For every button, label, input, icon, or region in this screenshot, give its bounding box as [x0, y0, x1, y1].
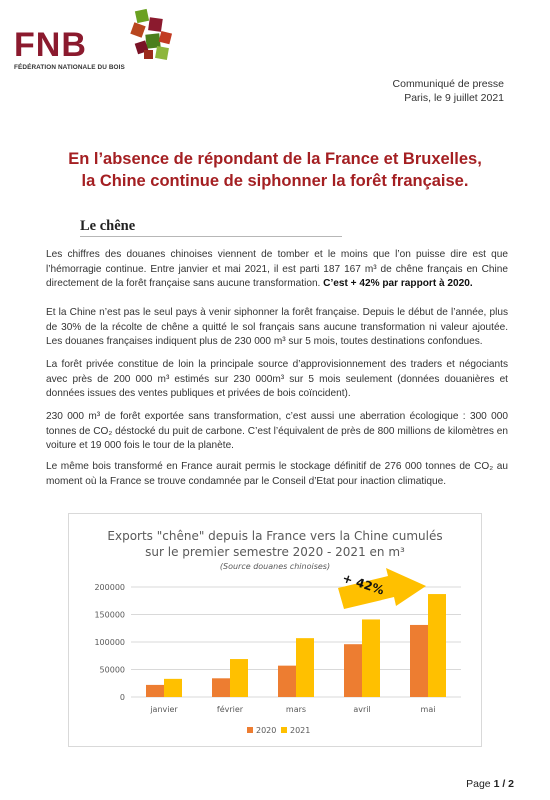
chart-svg: [69, 514, 481, 746]
chart-subtitle: (Source douanes chinoises): [219, 562, 331, 571]
y-tick-label: 100000: [94, 638, 125, 647]
logo-subtitle: FÉDÉRATION NATIONALE DU BOIS: [14, 64, 125, 71]
bar-2020-mars: [278, 666, 296, 697]
x-tick-label: février: [216, 705, 244, 714]
page-prefix: Page: [466, 778, 494, 790]
page-title: [30, 148, 520, 192]
bar-2020-mai: [410, 625, 428, 697]
logo-text: FNB: [14, 26, 87, 64]
paragraph-5: Le même bois transformé en France aurait permis le stockage définitif de 276 000 tonnes de CO₂ au moment où la France se trouve condamnée par le Conseil d’Etat pour inaction climatique.: [46, 461, 508, 487]
x-tick-label: mars: [285, 705, 307, 714]
bar-2021-janvier: [164, 679, 182, 697]
x-tick-label: mai: [420, 705, 436, 714]
page-current: 1 / 2: [493, 778, 514, 790]
y-tick-label: 200000: [94, 583, 125, 592]
legend-label: 2020: [256, 726, 277, 735]
paragraph-2: Et la Chine n’est pas le seul pays à venir siphonner la forêt française. Depuis le début de l’année, plus de 30% de la récolte de chêne a quitté le sol français sans aucune transformation ni valeur ajoutée. Les douanes françaises indiquent plus de 230 000 m³ sur 5 mois, toutes destinations confondues.: [46, 307, 508, 347]
growth-annotation: + 42%: [340, 570, 386, 598]
press-type: Communiqué de presse: [392, 78, 504, 90]
legend-swatch: [247, 727, 253, 733]
section-heading: Le chêne: [80, 218, 136, 234]
y-tick-label: 150000: [94, 610, 125, 620]
y-tick-label: 50000: [99, 665, 125, 675]
paragraph-4: 230 000 m³ de forêt exportée sans transformation, c’est aussi une aberration écologique : 300 000 tonnes de CO₂ déstocké du puit de carbone. C’est l’équivalent de près de 800 millions de kilomètres en voiture et 19 000 fois le tour de la planète.: [46, 411, 508, 451]
section-divider: [80, 236, 342, 237]
x-tick-label: avril: [353, 705, 371, 714]
paragraph-3: La forêt privée constitue de loin la principale source d’approvisionnement des traders et négociants avec près de 200 000 m³ estimés sur 230 000m³ sur 5 mois seulement (données douanières et données issues des ventes publiques et privées de bois coïncident).: [46, 359, 508, 399]
chart-title-line-2: sur le premier semestre 2020 - 2021 en m³: [145, 545, 405, 559]
page-number: [466, 778, 514, 790]
exports-chart: [68, 513, 482, 747]
paragraph-1: [46, 248, 508, 292]
bar-2020-février: [212, 678, 230, 697]
bar-2021-février: [230, 659, 248, 697]
bar-2021-avril: [362, 619, 380, 697]
bar-2021-mai: [428, 594, 446, 697]
logo-cubes-icon: [122, 8, 174, 62]
paragraph-1-text: Les chiffres des douanes chinoises viennent de tomber et le moins que l’on puisse dire est que l’hémorragie continue. Entre janvier et mai 2021, il est parti 187 167 m³ de chêne français en Chine directement de la forêt française sans aucune transformation.: [46, 249, 508, 289]
press-date: Paris, le 9 juillet 2021: [404, 92, 504, 104]
paragraph-1-highlight: C’est + 42% par rapport à 2020.: [323, 278, 473, 289]
fnb-logo: [14, 8, 174, 74]
chart-title-line-1: Exports "chêne" depuis la France vers la Chine cumulés: [107, 529, 443, 543]
title-line-2: la Chine continue de siphonner la forêt française.: [81, 172, 469, 190]
bar-2020-avril: [344, 644, 362, 697]
legend-swatch: [281, 727, 287, 733]
legend-label: 2021: [290, 726, 311, 735]
bar-2021-mars: [296, 638, 314, 697]
y-tick-label: 0: [119, 693, 125, 702]
bar-2020-janvier: [146, 685, 164, 697]
press-info: [393, 77, 504, 105]
x-tick-label: janvier: [150, 705, 178, 714]
title-line-1: En l’absence de répondant de la France et Bruxelles,: [68, 150, 482, 168]
